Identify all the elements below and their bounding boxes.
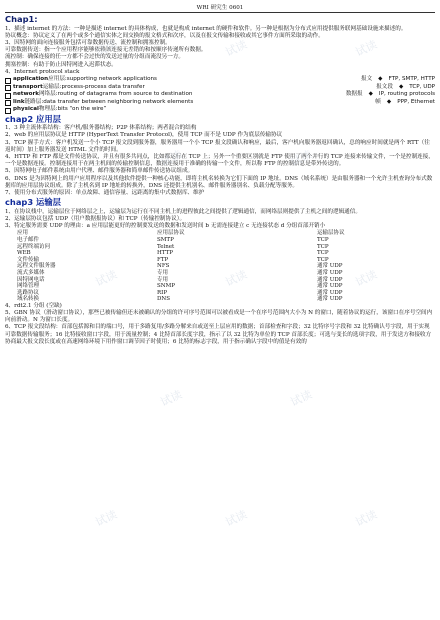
diamond-bullet-icon: ◆ [386, 98, 392, 105]
table-row: 流式多媒体 专用 通常 UDP [17, 269, 343, 276]
chap3-line: 6、TCP 报文段结构：首部包括源和目的端口号，用于多路复用/多路分解来自或送至上层应用的数据；首部检查和字段；32 比特序号字段和 32 比特确认号字段，用于实现可靠数据传输服务；16 比特接收窗口字段，用于流量控制；4 比特首部长度字段，指示了以 32 比特为单位的 TCP 首部长度；可选与变长的选项字段，用于发送方和接收方协商最大报文段长度或在高速网络环境下用作窗口调节因子时使用；6 比特的标志字段，用于指示确认字段中的值是有效的 [5, 324, 432, 345]
table-row: 电子邮件 SMTP TCP [17, 236, 329, 243]
checkbox-square-icon [5, 100, 11, 106]
chap1-line: 拥塞控制：有助于防止因特网进入迟滞状态。 [5, 61, 117, 68]
chap3-line: 4、rdt2.1 分组 (空缺) [5, 302, 62, 309]
chap2-line: 4、HTTP 和 FTP 都是文件传送协议，并且有很多共同点，比如都运行在 TCP 上；另外一个重要区别就是 FTP 使用了两个并行的 TCP 连接来传输文件，一个是控制连接，一个是数据连接。控制连接用于在两主机间的传输控制信息，数据连接用于准确的传输一个文件，所以称 FTP 的控制信息是带外传送的。 [5, 153, 434, 168]
layer-transport: transport 运输层: process-process data transfer 报文段 ◆ TCP, UDP [5, 84, 435, 92]
table-row: 因特网电话 专用 通常 UDP [17, 276, 343, 283]
chap1-line: 3、因特网的面向连接服务包括可靠数据传送、流控制和拥塞控制。 [5, 40, 171, 46]
watermark-layer: 试读 试读 试读 试读 试读 试读 试读 试读 试读 试读 试读 试读 试读 [93, 37, 379, 529]
layer-application: application 应用层: supporting network applications 报文 ◆ FTP, SMTP, HTTP [5, 76, 435, 84]
chap1-line: 4、Internet protocol stack [5, 68, 80, 75]
chap3-heading: chap3 运输层 [5, 197, 61, 208]
checkbox-square-icon [5, 93, 11, 99]
chap2-line: 7、使用分布式服务的原因：单点故障、通信容量、远距离的集中式数据库、维护 [5, 189, 205, 196]
table-header-row: 应用 应用层协议 运输层协议 [17, 230, 345, 237]
diamond-bullet-icon: ◆ [398, 83, 404, 90]
chap2-line: 1、3 种主流体系结构：客户机/服务器结构；P2P 体系结构；两者混合的结构 [5, 125, 197, 132]
chap3-line: 3、特定服务需要 UDP 的理由：a 应用层能更好的控制要发送的数据和发送时间 b 无需连接建立 c 无连接状态 d 分组首部开销小 [5, 223, 326, 230]
chap2-heading: chap2 应用层 [5, 113, 61, 124]
checkbox-square-icon [5, 85, 11, 91]
checkbox-square-icon [5, 108, 11, 114]
chap3-line: 5、GBN 协议（滑动窗口协议），那些已被传输但还未被确认的分组的许可序号范围可以被看成是一个在序号范围内大小为 N 的窗口，随着协议的运行，该窗口在序号空间内向前滑动。N 为窗口长度。 [5, 310, 433, 324]
layer-link: link 链路层: data transfer between neighboring network elements 帧 ◆ PPP, Ethernet [5, 99, 435, 107]
diamond-bullet-icon: ◆ [368, 91, 373, 98]
chap1-line: 流控制：确保连接的任一方都不会过快的发送过量的分组而淹没另一方。 [5, 54, 185, 61]
chap2-line: 6、DNS 是为因特网上的用户应用程序以及其他软件提供一种核心功能，即将主机名转换为它们下面的 IP 地址。DNS（域名系统）是由服务器和一个允许主机查询分布式数据库的应用层协议组成。除了主机名到 IP 地址的转换外，DNS 还提供主机别名、邮件服务器别名、负载分配等服务。 [5, 175, 433, 189]
table-row: 远程文件服务器 NFS 通常 UDP [17, 263, 343, 270]
table-row: 域名转换 DNS 通常 UDP [17, 296, 343, 303]
chap2-line: 2、web 的应用层协议是 HTTP (HyperText Transfer Protocol)，使用 TCP 而不是 UDP 作为底层传输协议 [5, 132, 283, 139]
chap2-line: 5、因特网电子邮件系统由用户代理、邮件服务器和简单邮件传送协议组成。 [5, 168, 194, 175]
table-row: 网络管理 SNMP 通常 UDP [17, 283, 343, 290]
chap2-line: 3、TCP 握手方式：客户机发送一个小 TCP 报文段到服务器，服务器用一个小 TCP 报文段确认和响应，最后，客户机向服务器返回确认，总的响应时间就是两个 RTT（往返时间）加上服务器发送 HTML 文件的时间。 [5, 139, 430, 153]
table-row: WEB HTTP TCP [17, 250, 329, 257]
chap1-line: 1、描述 internet 的方法：一种是描述 internet 的具体构成，也就是构成 internet 的硬件和软件。另一种是根据为分布式应用提供服务联网基础设施来描述的。 [5, 25, 407, 32]
diamond-bullet-icon: ◆ [378, 76, 383, 83]
table-row: 选路协议 RIP 通常 UDP [17, 289, 343, 296]
checkbox-square-icon [5, 78, 11, 84]
layer-physical: physical 物理层: bits “on the wire” [5, 106, 435, 114]
chap3-line: 2、运输层协议包括 UDP（用户数据报协议）和 TCP（传输控制协议）。 [5, 215, 186, 222]
chap1-line: 可靠数据传送：指一个应用程序能够依赖该连接无差错的和按顺序传递所有数据。 [5, 47, 207, 54]
protocol-table [17, 230, 397, 303]
chap1-line: 协议概念：协议定义了在两个或多个通信实体之间交换的报文格式和次序，以及在报文传输和接收或其它事件方面所采取的动作。 [5, 32, 324, 39]
table-row: 文件传输 FTP TCP [17, 256, 329, 263]
layer-network: network 网络层: routing of datagrams from source to destination 数据报 ◆ IP, routing protocols [5, 91, 435, 99]
page-header: WRI 研究生 0601 [5, 3, 435, 13]
chap1-heading: Chap1: [5, 14, 38, 24]
chap3-line: 1、在协议栈中，运输层位于网络层之上，运输层为运行在不同主机上的进程彼此之间提供了逻辑通信，而网络层则提供了主机之间的逻辑通信。 [5, 208, 361, 215]
table-row: 远程终端访问 Telnet TCP [17, 243, 329, 250]
